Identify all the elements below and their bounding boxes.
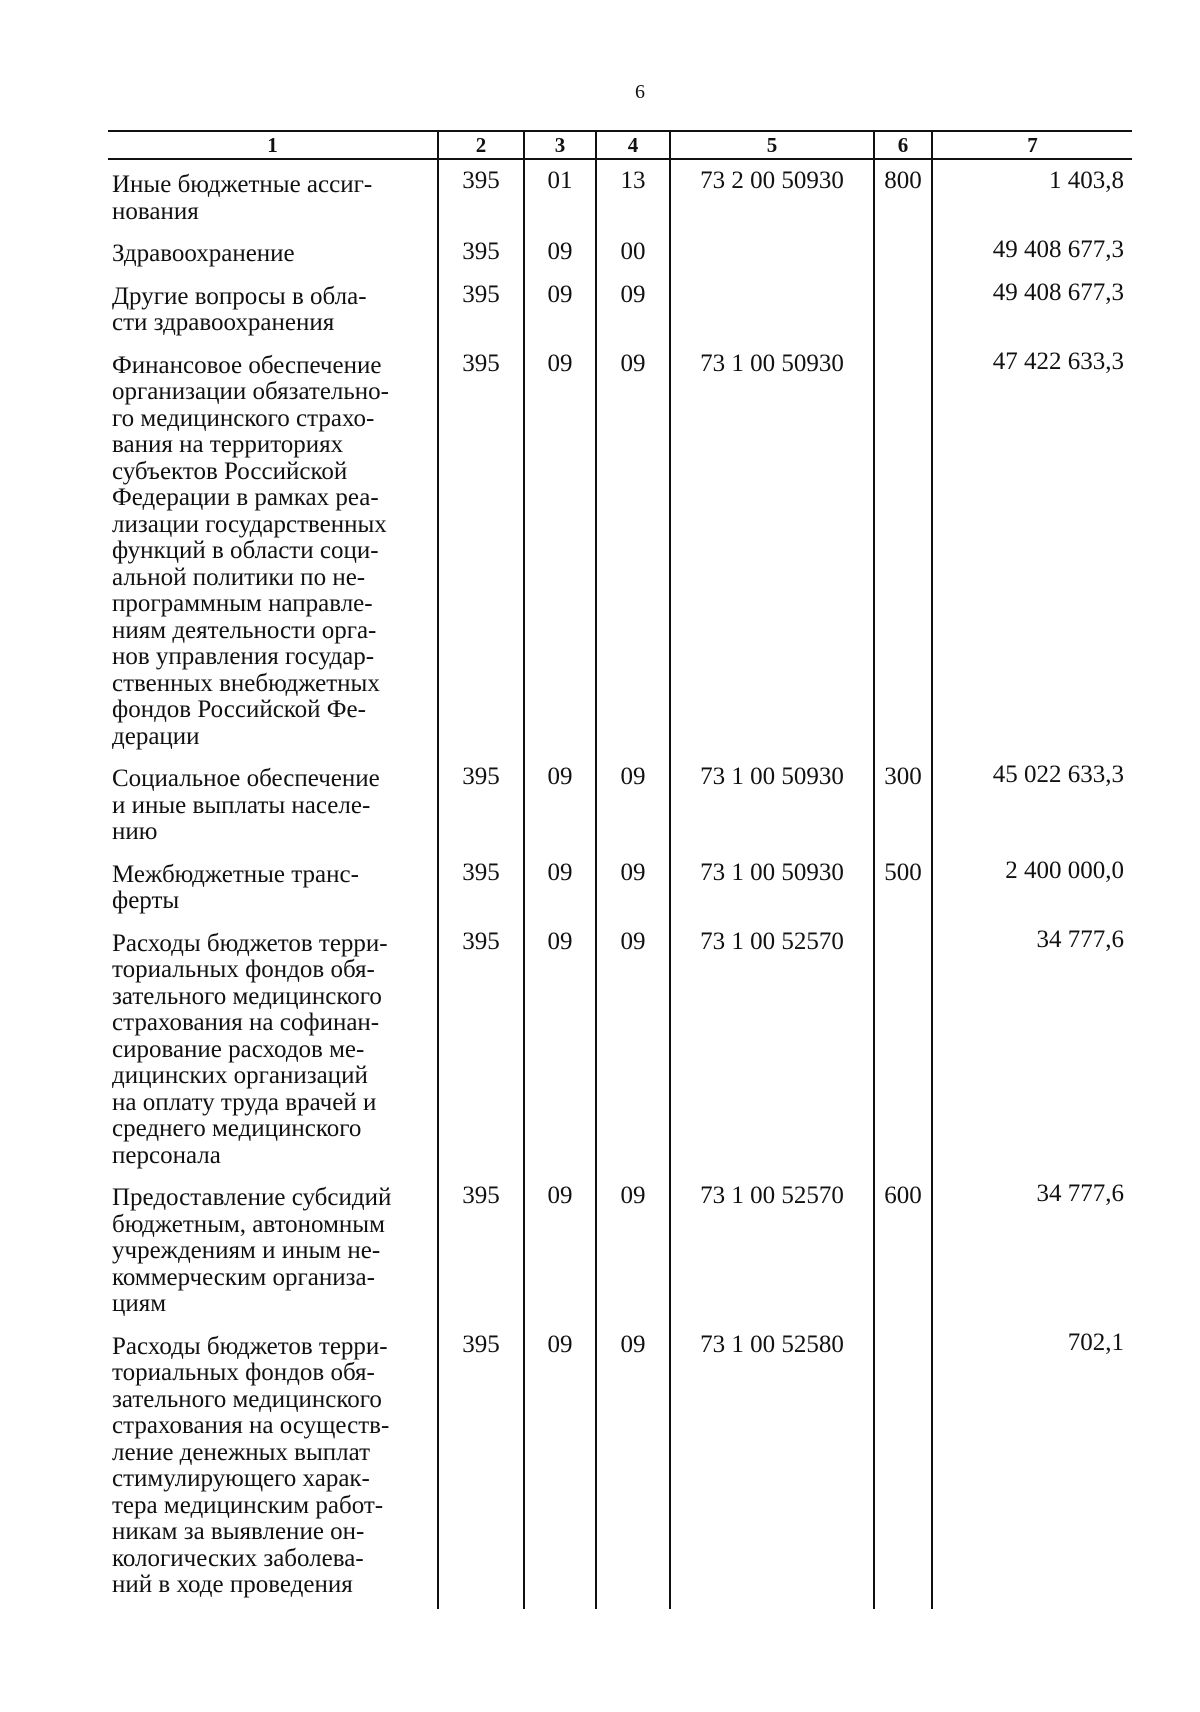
amount: 34 777,6 xyxy=(932,1181,1132,1330)
admin-code: 395 xyxy=(438,1330,524,1609)
amount: 1 403,8 xyxy=(932,159,1132,237)
table-row xyxy=(108,349,1132,763)
table-row xyxy=(108,762,1132,858)
subsection-code: 09 xyxy=(596,927,670,1182)
section-code: 09 xyxy=(524,762,596,858)
header-col-7: 7 xyxy=(932,131,1132,159)
target-article-code: 73 1 00 52570 xyxy=(670,1181,874,1330)
table-row xyxy=(108,927,1132,1182)
amount: 49 408 677,3 xyxy=(932,237,1132,280)
expense-type-code xyxy=(874,349,932,763)
target-article-code: 73 1 00 52580 xyxy=(670,1330,874,1609)
target-article-code xyxy=(670,237,874,280)
expense-type-code: 500 xyxy=(874,858,932,927)
section-code: 09 xyxy=(524,858,596,927)
target-article-code: 73 1 00 50930 xyxy=(670,858,874,927)
subsection-code: 09 xyxy=(596,1181,670,1330)
line-item-name: Расходы бюджетов терри- ториальных фондов обя- зательного медицинского страхования на софинан- сирование расходов ме- дицинских организаций на оплату труда врачей и среднего медицинского персонала xyxy=(112,929,388,1169)
admin-code: 395 xyxy=(438,858,524,927)
section-code: 09 xyxy=(524,349,596,763)
table-row xyxy=(108,159,1132,237)
subsection-code: 13 xyxy=(596,159,670,237)
subsection-code: 09 xyxy=(596,858,670,927)
target-article-code: 73 1 00 52570 xyxy=(670,927,874,1182)
expense-type-code xyxy=(874,280,932,349)
admin-code: 395 xyxy=(438,280,524,349)
expense-type-code xyxy=(874,237,932,280)
admin-code: 395 xyxy=(438,1181,524,1330)
budget-table xyxy=(108,130,1132,1609)
expense-type-code xyxy=(874,1330,932,1609)
table-row xyxy=(108,1330,1132,1609)
line-item-name: Финансовое обеспечение организации обязательно- го медицинского страхо- вания на территориях субъектов Российской Федерации в рамках реа- лизации государственных функций в области соци- альной политики по не- программным направле- ниям деятельности орга- нов управления государ- ственных внебюджетных фондов Российской Фе- дерации xyxy=(112,351,389,750)
header-col-4: 4 xyxy=(596,131,670,159)
subsection-code: 09 xyxy=(596,349,670,763)
section-code: 09 xyxy=(524,280,596,349)
table-row xyxy=(108,1181,1132,1330)
line-item-name: Социальное обеспечение и иные выплаты населе- нию xyxy=(112,765,380,845)
target-article-code: 73 1 00 50930 xyxy=(670,349,874,763)
subsection-code: 00 xyxy=(596,237,670,280)
table-body xyxy=(108,159,1132,1609)
line-item-name: Межбюджетные транс- ферты xyxy=(112,860,359,914)
line-item-name: Иные бюджетные ассиг- нования xyxy=(112,171,373,225)
section-code: 09 xyxy=(524,1181,596,1330)
line-item-name: Расходы бюджетов терри- ториальных фондов обя- зательного медицинского страхования на осуществ- ление денежных выплат стимулирующего харак- тера медицинским работ- никам за выявление он- кологических заболева- ний в ходе проведения xyxy=(112,1332,390,1598)
section-code: 09 xyxy=(524,927,596,1182)
subsection-code: 09 xyxy=(596,280,670,349)
amount: 702,1 xyxy=(932,1330,1132,1609)
amount: 47 422 633,3 xyxy=(932,349,1132,763)
table-row xyxy=(108,237,1132,280)
expense-type-code xyxy=(874,927,932,1182)
amount: 49 408 677,3 xyxy=(932,280,1132,349)
line-item-name: Предоставление субсидий бюджетным, автономным учреждениям и иным не- коммерческим организа- циям xyxy=(112,1184,392,1317)
admin-code: 395 xyxy=(438,762,524,858)
amount: 34 777,6 xyxy=(932,927,1132,1182)
admin-code: 395 xyxy=(438,349,524,763)
subsection-code: 09 xyxy=(596,1330,670,1609)
header-col-6: 6 xyxy=(874,131,932,159)
target-article-code xyxy=(670,280,874,349)
header-col-5: 5 xyxy=(670,131,874,159)
target-article-code: 73 1 00 50930 xyxy=(670,762,874,858)
admin-code: 395 xyxy=(438,927,524,1182)
section-code: 01 xyxy=(524,159,596,237)
table-row xyxy=(108,280,1132,349)
expense-type-code: 600 xyxy=(874,1181,932,1330)
table-row xyxy=(108,858,1132,927)
target-article-code: 73 2 00 50930 xyxy=(670,159,874,237)
subsection-code: 09 xyxy=(596,762,670,858)
line-item-name: Здравоохранение xyxy=(112,240,295,267)
header-col-3: 3 xyxy=(524,131,596,159)
header-col-2: 2 xyxy=(438,131,524,159)
page-number: 6 xyxy=(635,81,645,103)
expense-type-code: 300 xyxy=(874,762,932,858)
header-col-1: 1 xyxy=(108,131,438,159)
admin-code: 395 xyxy=(438,237,524,280)
section-code: 09 xyxy=(524,1330,596,1609)
amount: 2 400 000,0 xyxy=(932,858,1132,927)
line-item-name: Другие вопросы в обла- сти здравоохранения xyxy=(112,282,367,336)
admin-code: 395 xyxy=(438,159,524,237)
header-row xyxy=(108,131,1132,159)
amount: 45 022 633,3 xyxy=(932,762,1132,858)
section-code: 09 xyxy=(524,237,596,280)
expense-type-code: 800 xyxy=(874,159,932,237)
